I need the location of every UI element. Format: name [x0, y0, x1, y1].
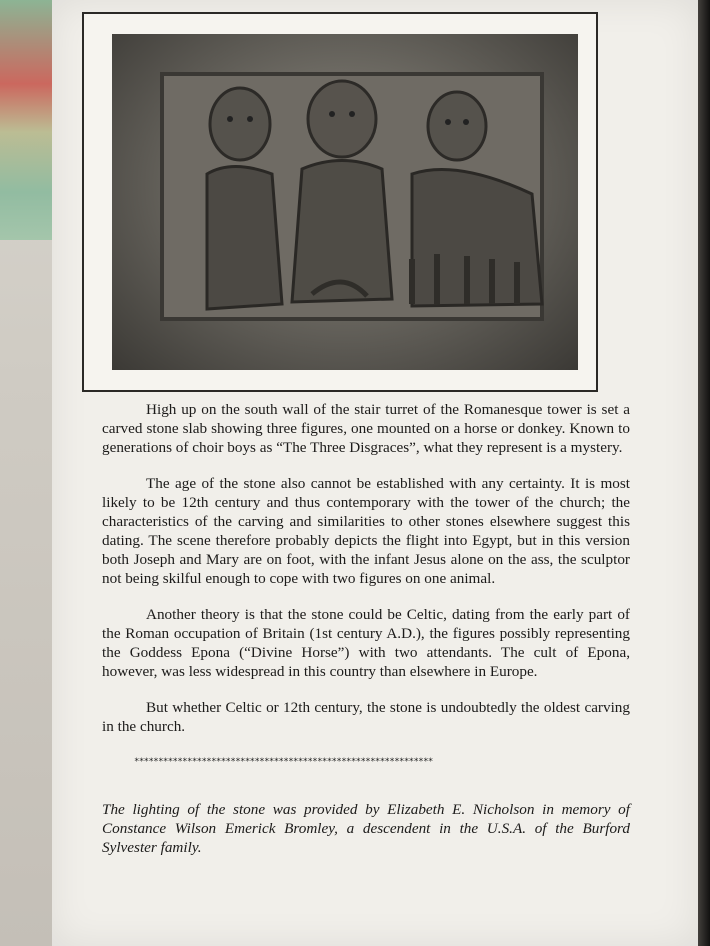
notice-sheet: [52, 0, 698, 946]
church-wall: [0, 0, 60, 946]
paragraph-2: The age of the stone also cannot be established with any certainty. It is most likely to be 12th century and thus contemporary with the tower of the church; the characteristics of the carving and similarities to other stones elsewhere suggest this dating. The scene therefore probably depicts the flight into Egypt, but in this version both Joseph and Mary are on foot, with the infant Jesus alone on the ass, the sculptor not being skilful enough to cope with two figures on one animal.: [102, 475, 630, 587]
frame-edge: [696, 0, 710, 946]
stained-glass-window: [0, 0, 56, 240]
separator-stars: **************************************************************: [134, 757, 433, 767]
paragraph-3: Another theory is that the stone could be Celtic, dating from the early part of the Roman occupation of Britain (1st century A.D.), the figures possibly representing the Goddess Epona (“Divine Horse”) with two attendants. The cult of Epona, however, was less widespread in this country than elsewhere in Europe.: [102, 606, 630, 680]
stone-carving-illustration: [112, 34, 578, 370]
photo-border: [82, 12, 598, 392]
paragraph-4: But whether Celtic or 12th century, the stone is undoubtedly the oldest carving in the church.: [102, 699, 630, 735]
paragraph-1: High up on the south wall of the stair turret of the Romanesque tower is set a carved stone slab showing three figures, one mounted on a horse or donkey. Known to generations of choir boys as “The Three Disgraces”, what they represent is a mystery.: [102, 401, 630, 456]
credit-note: The lighting of the stone was provided by Elizabeth E. Nicholson in memory of Constance Wilson Emerick Bromley, a descendent in the U.S.A. of the Burford Sylvester family.: [102, 801, 630, 856]
description-text: [102, 400, 630, 857]
carved-stone-photo: [112, 34, 578, 370]
